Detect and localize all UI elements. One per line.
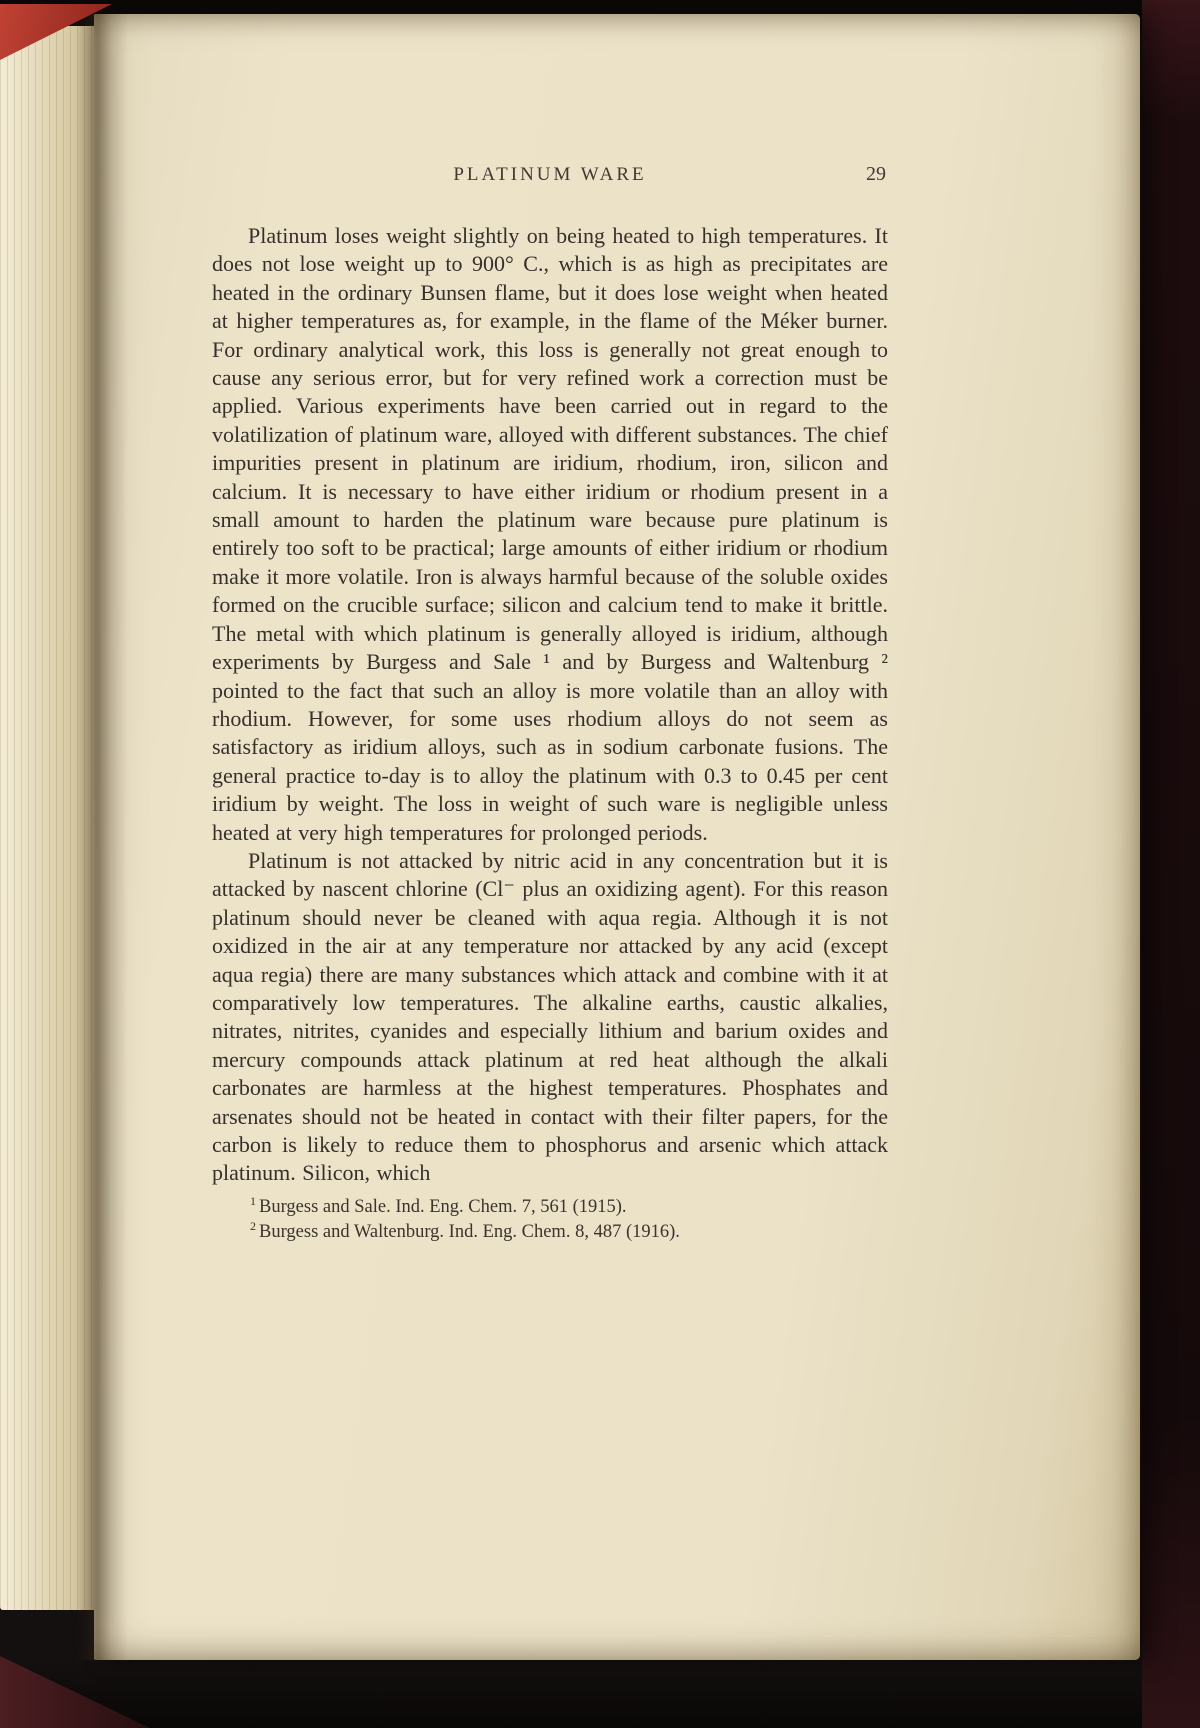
running-header bbox=[212, 164, 888, 190]
book-page bbox=[94, 14, 1140, 1660]
footnotes bbox=[212, 1195, 888, 1245]
footnote-2 bbox=[250, 1220, 888, 1245]
page-header-title: PLATINUM WARE bbox=[453, 164, 647, 185]
book-cover-bottom-edge bbox=[0, 1656, 150, 1728]
footnote-2-text: Burgess and Waltenburg. Ind. Eng. Chem. 8, 487 (1916). bbox=[259, 1221, 680, 1242]
page-number: 29 bbox=[866, 163, 886, 185]
page-edge-stack bbox=[0, 26, 94, 1610]
paragraph-platinum-weight-loss: Platinum loses weight slightly on being heated to high temperatures. It does not lose weight up to 900° C., which is as high as precipitates are heated in the ordinary Bunsen flame, but it does lose weight when heated at higher temperatures as, for example, in the flame of the Méker burner. For ordinary analytical work, this loss is generally not great enough to cause any serious error, but for very refined work a correction must be applied. Various experiments have been carried out in regard to the volatilization of platinum ware, alloyed with different substances. The chief impurities present in platinum are iridium, rhodium, iron, silicon and calcium. It is necessary to have either iridium or rhodium present in a small amount to harden the platinum ware because pure platinum is entirely too soft to be practical; large amounts of either iridium or rhodium make it more volatile. Iron is always harmful because of the soluble oxides formed on the crucible surface; silicon and calcium tend to make it brittle. The metal with which platinum is generally alloyed is iridium, although experiments by Burgess and Sale ¹ and by Burgess and Waltenburg ² pointed to the fact that such an alloy is more volatile than an alloy with rhodium. However, for some uses rhodium alloys do not seem as satisfactory as iridium alloys, such as in sodium carbonate fusions. The general practice to-day is to alloy the platinum with 0.3 to 0.45 per cent iridium by weight. The loss in weight of such ware is negligible unless heated at very high temperatures for prolonged periods. bbox=[212, 223, 888, 845]
footnote-1 bbox=[250, 1195, 888, 1220]
footnote-1-marker: 1 bbox=[250, 1193, 256, 1208]
footnote-1-text: Burgess and Sale. Ind. Eng. Chem. 7, 561 (1915). bbox=[259, 1196, 627, 1217]
page-content bbox=[212, 14, 888, 1245]
book-cover-right-edge bbox=[1142, 0, 1200, 1728]
footnote-2-marker: 2 bbox=[250, 1218, 256, 1233]
paragraph-platinum-chemical-attack: Platinum is not attacked by nitric acid in any concentration but it is attacked by nascent chlorine (Cl⁻ plus an oxidizing agent). For this reason platinum should never be cleaned with aqua regia. Although it is not oxidized in the air at any temperature nor attacked by any acid (except aqua regia) there are many substances which attack and combine with it at comparatively low temperatures. The alkaline earths, caustic alkalies, nitrates, nitrites, cyanides and especially lithium and barium oxides and mercury compounds attack platinum at red heat although the alkali carbonates are harmless at the highest temperatures. Phosphates and arsenates should not be heated in contact with their filter papers, for the carbon is likely to reduce them to phosphorus and arsenic which attack platinum. Silicon, which bbox=[212, 847, 888, 1186]
